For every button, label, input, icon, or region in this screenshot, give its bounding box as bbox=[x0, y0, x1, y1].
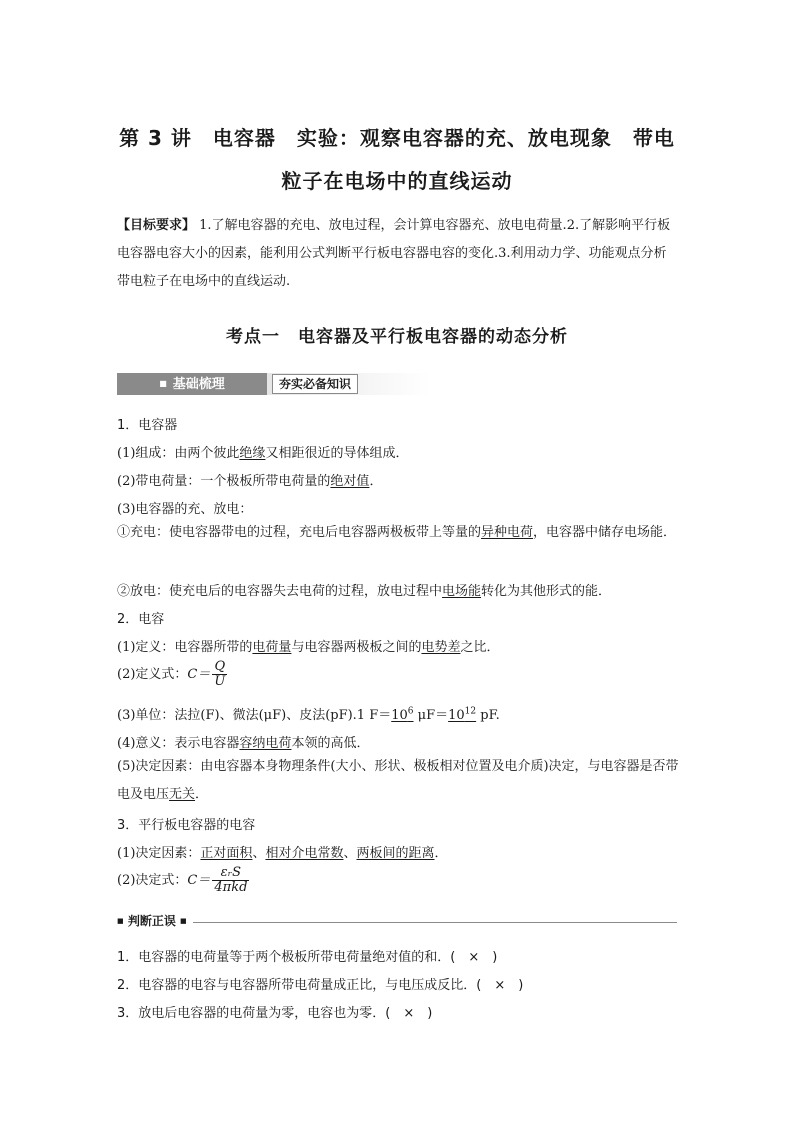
square-bullet-icon: ■ bbox=[117, 917, 124, 925]
judge-divider bbox=[117, 922, 677, 923]
capacitor-process: (3)电容器的充、放电： bbox=[117, 502, 253, 517]
capacitance-definition: (1)定义：电容器所带的电荷量与电容器两极板之间的电势差之比． bbox=[117, 640, 500, 655]
square-bullet-icon: ■ bbox=[159, 379, 167, 388]
judge-header bbox=[117, 912, 677, 932]
banner-dark-label: ■ 基础梳理 bbox=[159, 377, 225, 392]
capacitance-factors: (5)决定因素：由电容器本身物理条件(大小、形状、极板相对位置及电介质)决定，与电容器是否带电及电压无关． bbox=[117, 759, 679, 802]
judge-label: ■ 判断正误 ■ bbox=[117, 912, 193, 929]
fraction-q-over-u: $\frac{Q}{U}$ bbox=[214, 659, 226, 689]
judge-item-3: 3．放电后电容器的电荷量为零，电容也为零．( × ) bbox=[117, 1006, 433, 1021]
capacitor-composition: (1)组成：由两个彼此绝缘又相距很近的导体组成． bbox=[117, 446, 409, 461]
capacitance-meaning: (4)意义：表示电容器容纳电荷本领的高低． bbox=[117, 736, 370, 751]
banner-light-label: 夯实必备知识 bbox=[272, 374, 358, 394]
capacitance-heading: 2．电容 bbox=[117, 612, 165, 627]
charging-text: ①充电：使电容器带电的过程，充电后电容器两极板带上等量的异种电荷，电容器中储存电场能． bbox=[117, 525, 677, 540]
learning-goals bbox=[117, 212, 677, 296]
parallel-plate-heading: 3．平行板电容器的电容 bbox=[117, 818, 256, 833]
judge-item-1: 1．电容器的电荷量等于两个极板所带电荷量绝对值的和．( × ) bbox=[117, 950, 498, 965]
capacitor-charge: (2)带电荷量：一个极板所带电荷量的绝对值． bbox=[117, 474, 383, 489]
goals-text: 1.了解电容器的充电、放电过程，会计算电容器充、放电电荷量.2.了解影响平行板电容器电容大小的因素，能利用公式判断平行板电容器电容的变化.3.利用动力学、功能观点分析带电粒子在电场中的直线运动. bbox=[117, 218, 671, 289]
square-bullet-icon: ■ bbox=[180, 917, 187, 925]
fraction-epsilon-s-over-4pikd: $\frac{\text{εᵣS}}{\text{4πkd}}$ bbox=[214, 865, 248, 895]
capacitor-heading: 1．电容器 bbox=[117, 418, 178, 433]
discharging-text: ②放电：使充电后的电容器失去电荷的过程，放电过程中电场能转化为其他形式的能． bbox=[117, 584, 612, 599]
lesson-title-line-2: 粒子在电场中的直线运动 bbox=[281, 169, 513, 193]
judge-item-2: 2．电容器的电容与电容器所带电荷量成正比，与电压成反比．( × ) bbox=[117, 978, 524, 993]
parallel-plate-formula: (2)决定式：C＝ $\frac{\text{εᵣS}}{\text{4πkd}}$ bbox=[117, 865, 248, 895]
section-title: 考点一 电容器及平行板电容器的动态分析 bbox=[226, 327, 568, 347]
capacitance-formula: (2)定义式：C＝ $\frac{Q}{U}$ bbox=[117, 659, 226, 689]
goals-label: 【目标要求】 bbox=[117, 218, 196, 233]
parallel-plate-factors: (1)决定因素：正对面积、相对介电常数、两板间的距离． bbox=[117, 846, 448, 861]
capacitance-unit: (3)单位：法拉(F)、微法(μF)、皮法(pF).1 $F=10^6$ $\mu F=10^{12}$ pF. bbox=[117, 706, 500, 723]
basics-banner bbox=[117, 372, 430, 396]
lesson-title-line-1: 第 3 讲 电容器 实验：观察电容器的充、放电现象 带电 bbox=[119, 126, 675, 150]
